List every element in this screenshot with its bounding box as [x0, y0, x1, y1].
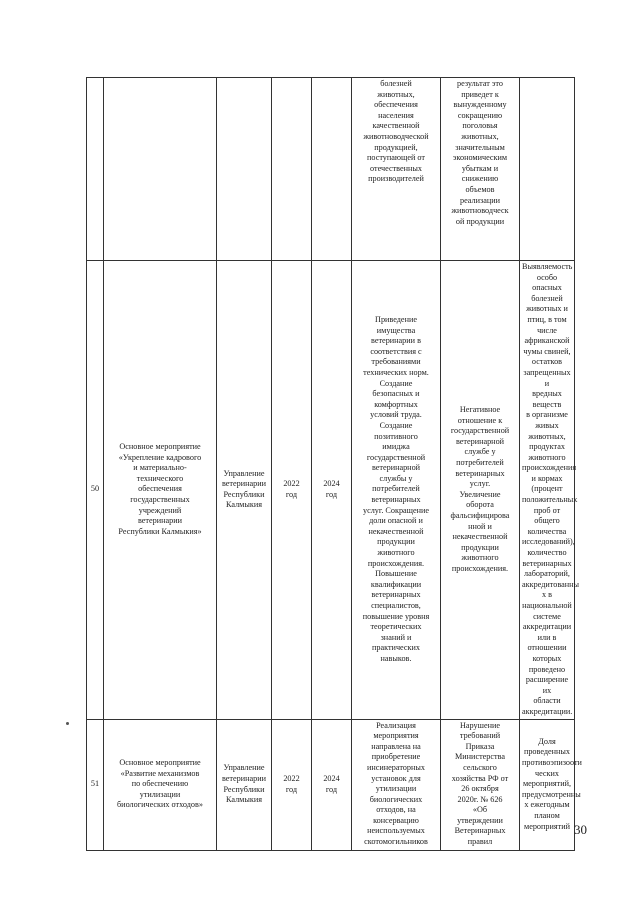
end-year-cell: [312, 78, 352, 261]
executor-cell: Управление ветеринарии Республики Калмыкия: [217, 719, 272, 850]
consequences-cell: результат это приведет к вынужденному сокращению поголовья животных, значительным экономическим убыткам и снижению объемов реализации животноводческ ой продукции: [441, 78, 520, 261]
scan-speck: [66, 722, 69, 725]
expected-result-cell: болезней животных, обеспечения населения качественной животноводческой продукцией, поступающей от отечественных производителей: [352, 78, 441, 261]
start-year-cell: 2022 год: [272, 261, 312, 720]
row-number-cell: [87, 78, 104, 261]
table-row: [87, 719, 575, 850]
measure-name-cell: Основное мероприятие «Укрепление кадрового и материально- технического обеспечения государственных учреждений ветеринарии Республики Калмыкия»: [104, 261, 217, 720]
table-row: [87, 78, 575, 261]
indicators-cell: [520, 78, 575, 261]
consequences-cell: Негативное отношение к государственной ветеринарной службе у потребителей ветеринарных услуг. Увеличение оборота фальсифицирова нной и некачественной продукции животного происхождения.: [441, 261, 520, 720]
end-year-cell: 2024 год: [312, 719, 352, 850]
executor-cell: [217, 78, 272, 261]
row-number-cell: 51: [87, 719, 104, 850]
indicators-cell: Доля проведенных противоэпизооти ческих мероприятий, предусмотренны х ежегодным планом мероприятий: [520, 719, 575, 850]
measure-name-cell: Основное мероприятие «Развитие механизмов по обеспечению утилизации биологических отходов»: [104, 719, 217, 850]
consequences-cell: Нарушение требований Приказа Министерства сельского хозяйства РФ от 26 октября 2020г. № 626 «Об утверждении Ветеринарных правил: [441, 719, 520, 850]
table-row: [87, 261, 575, 720]
measure-name-cell: [104, 78, 217, 261]
expected-result-cell: Приведение имущества ветеринарии в соответствия с требованиями технических норм. Создание безопасных и комфортных условий труда. Создание позитивного имиджа государственной ветеринарной службы у потребителей ветеринарных услуг. Сокращение доли опасной и некачественной продукции животного происхождения. Повышение квалификации ветеринарных специалистов, повышение уровня теоретических знаний и практических навыков.: [352, 261, 441, 720]
start-year-cell: [272, 78, 312, 261]
page-number: 30: [574, 822, 587, 837]
end-year-cell: 2024 год: [312, 261, 352, 720]
executor-cell: Управление ветеринарии Республики Калмыкия: [217, 261, 272, 720]
row-number-cell: 50: [87, 261, 104, 720]
expected-result-cell: Реализация мероприятия направлена на приобретение инсинераторных установок для утилизации биологических отходов, на консервацию неиспользуемых скотомогильников: [352, 719, 441, 850]
indicators-cell: Выявляемость особо опасных болезней животных и птиц, в том числе африканской чумы свиней, остатков запрещенных и вредных веществ в организме живых животных, продуктах животного происхождения и кормах (процент положительных проб от общего количества исследований), количество ветеринарных лабораторий, аккредитованны х в национальной системе аккредитации или в отношении которых проведено расширение их области аккредитации.: [520, 261, 575, 720]
start-year-cell: 2022 год: [272, 719, 312, 850]
